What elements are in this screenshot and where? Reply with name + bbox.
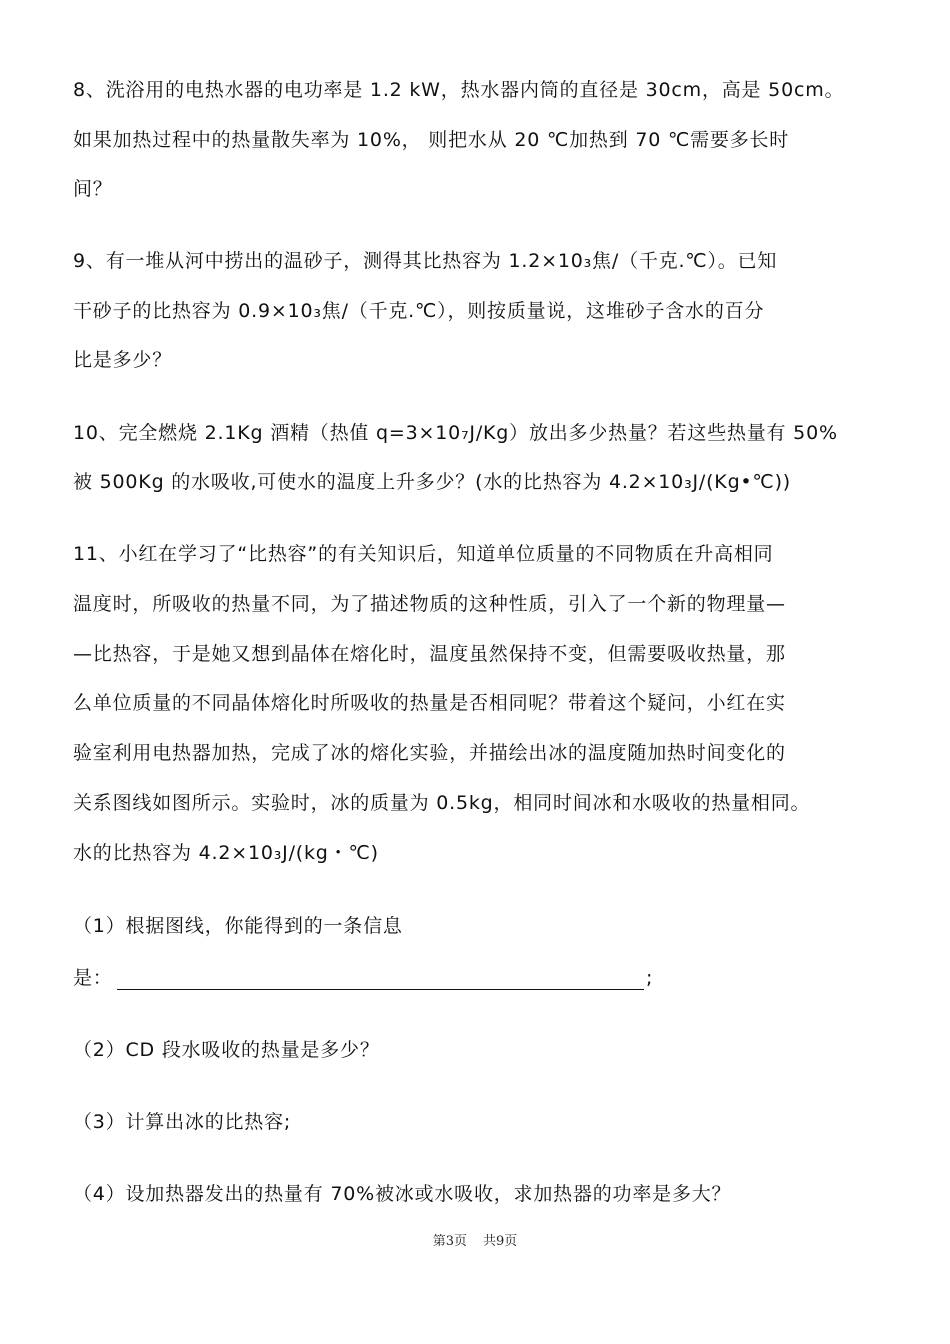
question-11-line-7: 水的比热容为 4.2×10₃J/(kg・℃) xyxy=(73,842,379,864)
question-8-line-2: 如果加热过程中的热量散失率为 10%， 则把水从 20 ℃加热到 70 ℃需要多长时 xyxy=(73,129,790,151)
subquestion-2: （2）CD 段水吸收的热量是多少？ xyxy=(73,1039,380,1061)
question-8-line-3: 间？ xyxy=(73,178,113,200)
answer-blank-semicolon: ; xyxy=(646,967,653,989)
question-11-line-4: 么单位质量的不同晶体熔化时所吸收的热量是否相同呢？带着这个疑问，小红在实 xyxy=(73,692,786,714)
subquestion-1-prompt: （1）根据图线，你能得到的一条信息 xyxy=(73,915,403,937)
page-footer xyxy=(0,1234,950,1250)
subquestion-1-answer-label: 是： xyxy=(73,967,113,989)
question-10-line-2: 被 500Kg 的水吸收,可使水的温度上升多少？(水的比热容为 4.2×10₃J/(Kg•℃)) xyxy=(73,471,791,493)
question-11-line-5: 验室利用电热器加热，完成了冰的熔化实验，并描绘出冰的温度随加热时间变化的 xyxy=(73,742,786,764)
page-total: 共9页 xyxy=(483,1234,518,1249)
question-8-line-1: 8、洗浴用的电热水器的电功率是 1.2 kW，热水器内筒的直径是 30cm，高是 50cm。 xyxy=(73,79,845,101)
question-11-line-3: —比热容，于是她又想到晶体在熔化时，温度虽然保持不变，但需要吸收热量，那 xyxy=(73,643,786,665)
subquestion-4: （4）设加热器发出的热量有 70%被冰或水吸收，求加热器的功率是多大？ xyxy=(73,1183,732,1205)
question-9-line-2: 干砂子的比热容为 0.9×10₃焦/（千克.℃），则按质量说，这堆砂子含水的百分 xyxy=(73,300,765,322)
answer-blank-line[interactable] xyxy=(117,989,644,990)
subquestion-3: （3）计算出冰的比热容; xyxy=(73,1111,292,1133)
page-number: 第3页 xyxy=(432,1234,467,1249)
question-9-line-3: 比是多少？ xyxy=(73,349,173,371)
question-10-line-1: 10、完全燃烧 2.1Kg 酒精（热值 q=3×10₇J/Kg）放出多少热量？若这些热量有 50% xyxy=(73,422,838,444)
question-11-line-2: 温度时，所吸收的热量不同，为了描述物质的这种性质，引入了一个新的物理量— xyxy=(73,593,786,615)
question-9-line-1: 9、有一堆从河中捞出的温砂子，测得其比热容为 1.2×10₃焦/（千克.℃）。已知 xyxy=(73,250,778,272)
question-11-line-6: 关系图线如图所示。实验时，冰的质量为 0.5kg，相同时间冰和水吸收的热量相同。 xyxy=(73,792,811,814)
question-11-line-1: 11、小红在学习了“比热容”的有关知识后，知道单位质量的不同物质在升高相同 xyxy=(73,543,774,565)
